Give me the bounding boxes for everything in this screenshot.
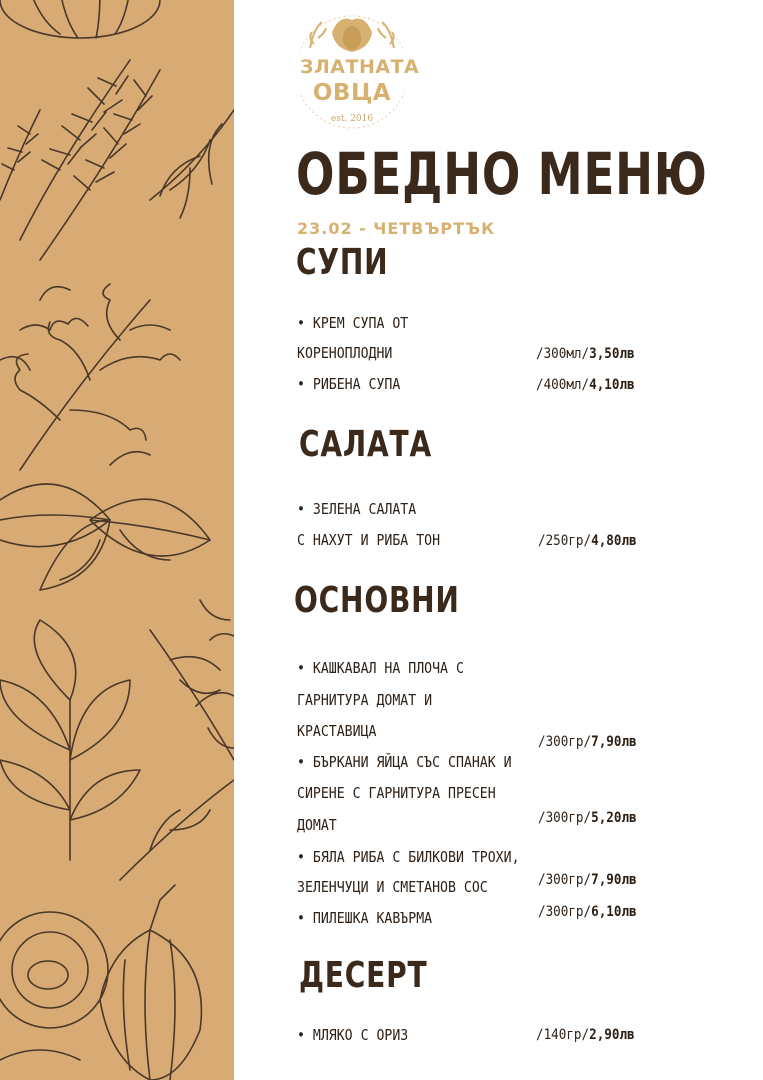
menu-item-line: • КАШКАВАЛ НА ПЛОЧА С	[297, 659, 464, 677]
restaurant-logo	[300, 8, 420, 132]
menu-item-line: ЗЕЛЕНЧУЦИ И СМЕТАНОВ СОС	[297, 878, 488, 896]
rosemary-drawing	[0, 60, 160, 260]
menu-item-line: СИРЕНЕ С ГАРНИТУРА ПРЕСЕН	[297, 784, 496, 802]
menu-item-price: /300гр/5,20лв	[538, 810, 637, 826]
menu-item-line: • ЗЕЛЕНА САЛАТА	[297, 500, 417, 518]
menu-item-line: • ПИЛЕШКА КАВЪРМА	[297, 909, 433, 927]
pumpkin-drawing	[0, 0, 160, 38]
menu-content	[234, 0, 763, 1080]
menu-item-price: /300мл/3,50лв	[536, 346, 635, 362]
menu-item-price: /300гр/7,90лв	[538, 872, 637, 888]
menu-item-price: /300гр/6,10лв	[538, 904, 637, 920]
onion-drawing	[0, 885, 201, 1080]
section-heading-soups: СУПИ	[296, 242, 389, 283]
herb-illustration	[0, 0, 234, 1080]
menu-item-line: • КРЕМ СУПА ОТ	[297, 314, 409, 332]
menu-item-line: С НАХУТ И РИБА ТОН	[297, 531, 441, 549]
bay-leaf-drawing	[0, 620, 140, 860]
menu-item-line: КРАСТАВИЦА	[297, 722, 377, 740]
menu-item-price: /250гр/4,80лв	[538, 533, 637, 549]
logo-name-line1: ЗЛАТНАТА	[300, 56, 420, 78]
parsley-drawing	[0, 284, 180, 470]
dill-lower-drawing	[120, 600, 234, 880]
menu-item-line: ДОМАТ	[297, 816, 337, 834]
menu-item-price: /300гр/7,90лв	[538, 734, 637, 750]
logo-established: est. 2016	[330, 114, 374, 124]
section-heading-salad: САЛАТА	[299, 424, 432, 465]
dill-drawing	[150, 110, 234, 218]
menu-item-line: КОРЕНОПЛОДНИ	[297, 344, 393, 362]
menu-item-line: • МЛЯКО С ОРИЗ	[297, 1026, 409, 1044]
section-heading-dessert: ДЕСЕРТ	[299, 955, 428, 996]
menu-item-price: /400мл/4,10лв	[536, 377, 635, 393]
menu-item-line: • БЯЛА РИБА С БИЛКОВИ ТРОХИ,	[297, 848, 520, 866]
menu-item-line: ГАРНИТУРА ДОМАТ И	[297, 691, 433, 709]
section-heading-mains: ОСНОВНИ	[294, 580, 460, 621]
menu-item-price: /140гр/2,90лв	[536, 1027, 635, 1043]
page-title: ОБЕДНО МЕНЮ	[296, 140, 708, 208]
menu-item-line: • РИБЕНА СУПА	[297, 375, 401, 393]
menu-item-line: • БЪРКАНИ ЯЙЦА СЪС СПАНАК И	[297, 753, 512, 771]
herb-illustration-panel	[0, 0, 234, 1080]
logo-name-line2: ОВЦА	[312, 80, 392, 106]
menu-date: 23.02 - ЧЕТВЪРТЪК	[297, 219, 496, 238]
basil-drawing	[0, 452, 210, 590]
